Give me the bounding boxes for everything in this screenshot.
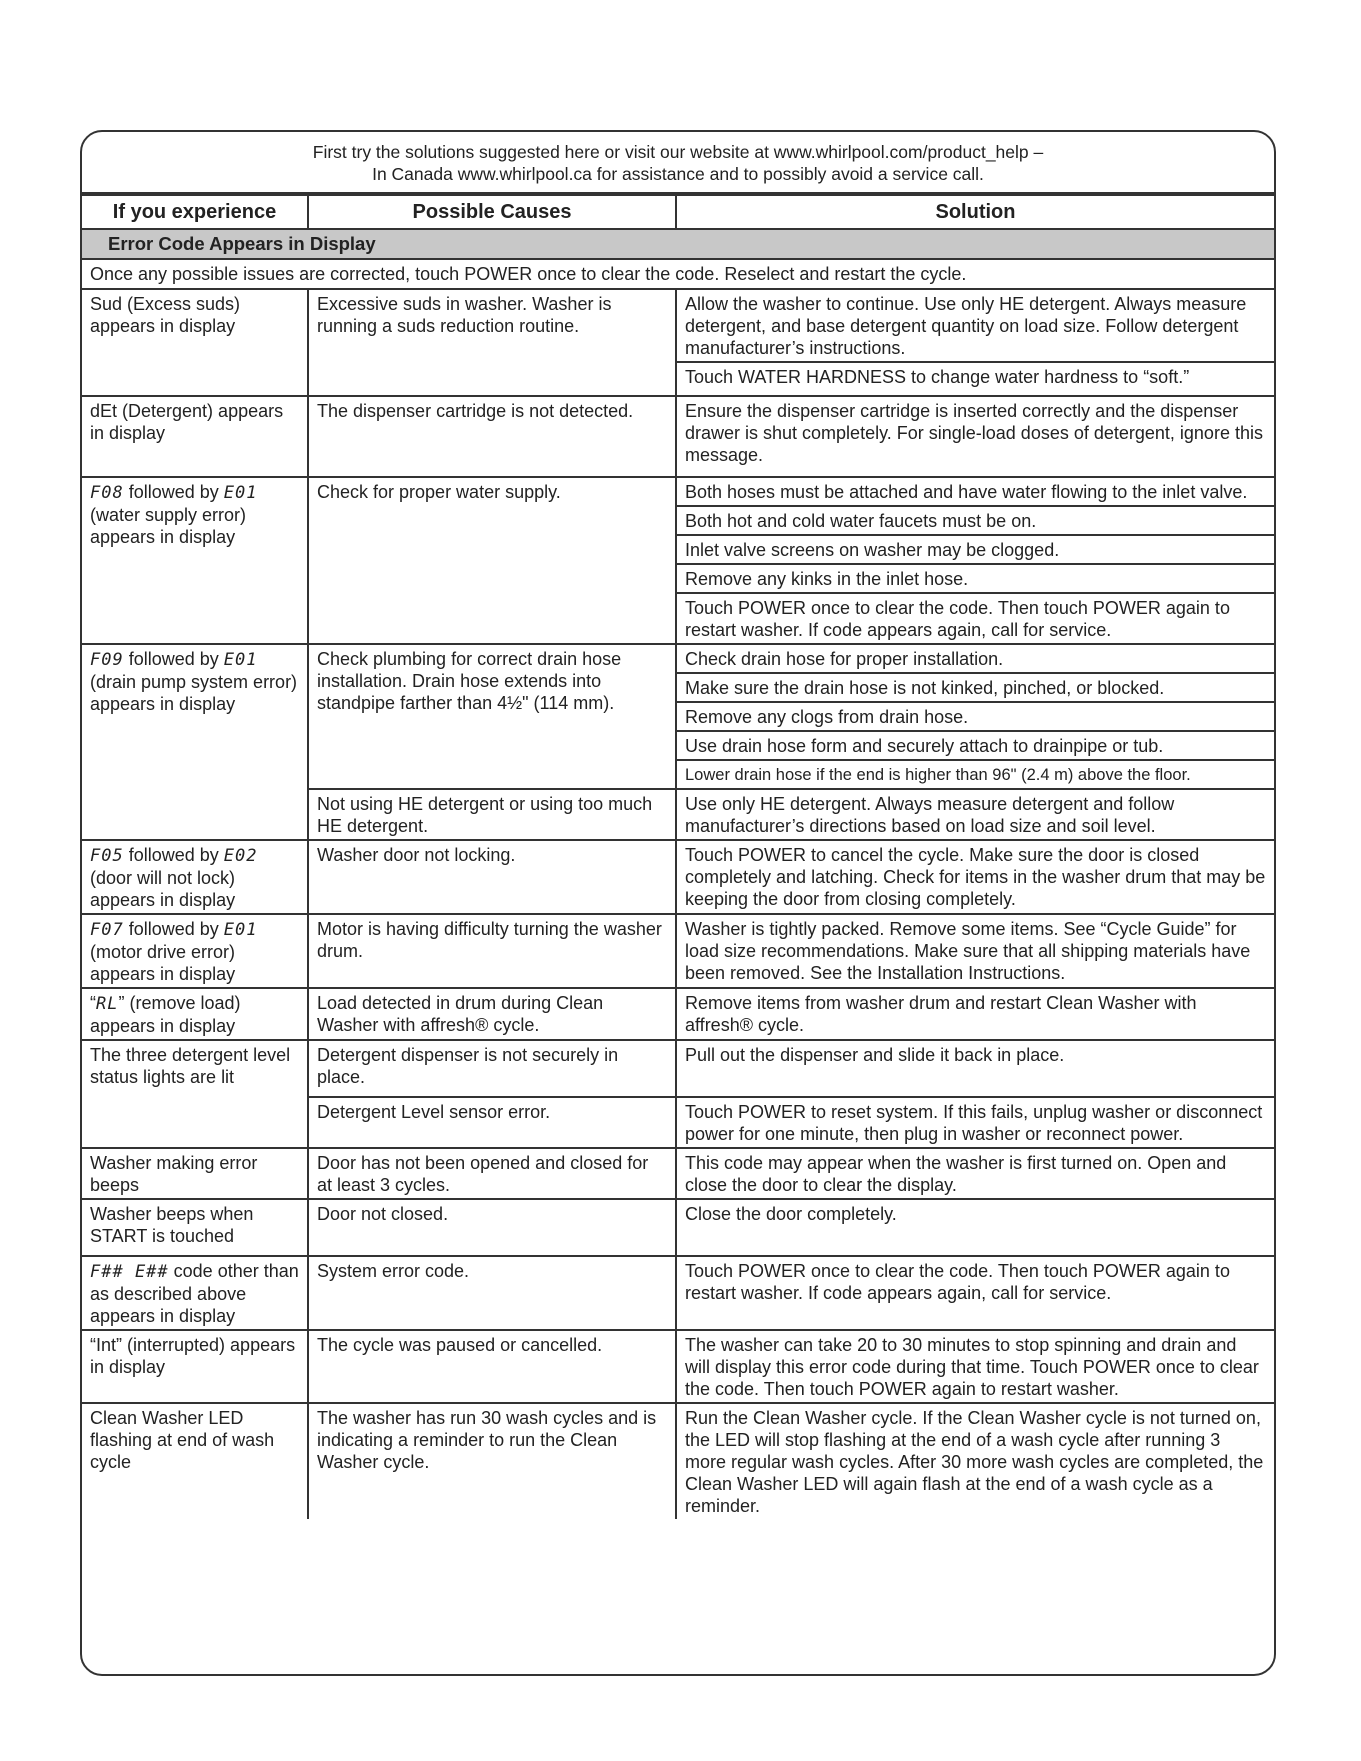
symptom-text: (door will not lock) appears in display [90,868,236,910]
symptom-text: ” (remove load) appears in display [90,993,241,1036]
symptom-cell [82,477,308,644]
solution-cell: Run the Clean Washer cycle. If the Clean Washer cycle is not turned on, the LED will stop flashing at the end of a wash cycle after running 3 more regular wash cycles. After 30 more wash cycles are completed, the Clean Washer LED will again flash at the end of a wash cycle as a reminder. [676,1403,1274,1519]
symptom-cell: Washer beeps when START is touched [82,1199,308,1256]
error-code: RL [96,994,119,1014]
solution-cell: Check drain hose for proper installation. [676,644,1274,673]
cause-cell: Load detected in drum during Clean Washer with affresh® cycle. [308,988,676,1040]
header-if-you-experience: If you experience [82,195,308,229]
solution-cell: Allow the washer to continue. Use only HE detergent. Always measure detergent, and base detergent quantity on load size. Follow detergent manufacturer’s instructions. [676,289,1274,362]
table-row [82,1330,1274,1403]
table-row [82,1040,1274,1097]
error-code: E02 [223,846,258,866]
symptom-cell: Sud (Excess suds) appears in display [82,289,308,396]
solution-cell: Pull out the dispenser and slide it back in place. [676,1040,1274,1097]
followed-by-text: followed by [123,482,224,502]
solution-cell: Both hot and cold water faucets must be on. [676,506,1274,535]
cause-cell: Check for proper water supply. [308,477,676,644]
solution-cell: This code may appear when the washer is first turned on. Open and close the door to clear the display. [676,1148,1274,1199]
table-row [82,289,1274,362]
followed-by-text: followed by [123,845,224,865]
solution-cell: Use only HE detergent. Always measure detergent and follow manufacturer’s directions based on load size and soil level. [676,789,1274,840]
cause-cell: The dispenser cartridge is not detected. [308,396,676,477]
error-code: F09 [90,650,124,670]
intro-line-1: First try the solutions suggested here or visit our website at www.whirlpool.com/product_help – [312,142,1044,162]
error-code: F07 [90,920,124,940]
cause-cell: System error code. [308,1256,676,1330]
symptom-text: (motor drive error) appears in display [90,942,236,984]
section-note: Once any possible issues are corrected, touch POWER once to clear the code. Reselect and restart the cycle. [82,259,1274,289]
table-row [82,396,1274,477]
solution-cell: Washer is tightly packed. Remove some items. See “Cycle Guide” for load size recommendations. Make sure that all shipping materials have been removed. See the Installation Instructions. [676,914,1274,988]
header-possible-causes: Possible Causes [308,195,676,229]
solution-cell: Remove any clogs from drain hose. [676,702,1274,731]
solution-cell: Touch POWER once to clear the code. Then touch POWER again to restart washer. If code appears again, call for service. [676,1256,1274,1330]
symptom-cell [82,914,308,988]
troubleshooting-table-frame [80,130,1276,1676]
symptom-cell [82,988,308,1040]
solution-cell: Make sure the drain hose is not kinked, pinched, or blocked. [676,673,1274,702]
solution-cell: Touch POWER to cancel the cycle. Make sure the door is closed completely and latching. Check for items in the washer drum that may be keeping the door from closing completely. [676,840,1274,914]
cause-cell: The cycle was paused or cancelled. [308,1330,676,1403]
symptom-text: (drain pump system error) appears in display [90,672,298,714]
solution-cell: The washer can take 20 to 30 minutes to stop spinning and drain and will display this error code during that time. Touch POWER once to clear the code. Then touch POWER again to restart washer. [676,1330,1274,1403]
solution-cell: Close the door completely. [676,1199,1274,1256]
followed-by-text: followed by [123,919,224,939]
symptom-cell: Washer making error beeps [82,1148,308,1199]
error-code: E01 [223,483,258,503]
error-code: F05 [90,846,124,866]
cause-cell: Detergent dispenser is not securely in place. [308,1040,676,1097]
cause-cell: Motor is having difficulty turning the washer drum. [308,914,676,988]
table-row [82,1148,1274,1199]
solution-cell: Touch POWER to reset system. If this fails, unplug washer or disconnect power for one minute, then plug in washer or reconnect power. [676,1097,1274,1148]
solution-cell: Inlet valve screens on washer may be clogged. [676,535,1274,564]
cause-cell: Door has not been opened and closed for at least 3 cycles. [308,1148,676,1199]
cause-cell: Excessive suds in washer. Washer is running a suds reduction routine. [308,289,676,396]
symptom-cell: dEt (Detergent) appears in display [82,396,308,477]
cause-cell: Door not closed. [308,1199,676,1256]
solution-cell: Use drain hose form and securely attach to drainpipe or tub. [676,731,1274,760]
solution-cell: Ensure the dispenser cartridge is inserted correctly and the dispenser drawer is shut completely. For single-load doses of detergent, ignore this message. [676,396,1274,477]
section-note-row [82,259,1274,289]
intro-line-2: In Canada www.whirlpool.ca for assistance and to possibly avoid a service call. [372,164,984,184]
error-code: F## E## [90,1262,169,1282]
section-band-row [82,229,1274,259]
error-code: E01 [223,650,258,670]
cause-cell: Washer door not locking. [308,840,676,914]
troubleshooting-table [82,194,1274,1519]
symptom-cell: The three detergent level status lights are lit [82,1040,308,1148]
table-row [82,988,1274,1040]
table-row [82,477,1274,506]
solution-cell: Lower drain hose if the end is higher than 96" (2.4 m) above the floor. [676,760,1274,789]
cause-cell: The washer has run 30 wash cycles and is indicating a reminder to run the Clean Washer cycle. [308,1403,676,1519]
cause-cell: Not using HE detergent or using too much HE detergent. [308,789,676,840]
table-row [82,840,1274,914]
table-row [82,1199,1274,1256]
symptom-cell [82,840,308,914]
table-row [82,644,1274,673]
symptom-cell [82,644,308,840]
symptom-cell: “Int” (interrupted) appears in display [82,1330,308,1403]
followed-by-text: followed by [123,649,224,669]
solution-cell: Both hoses must be attached and have water flowing to the inlet valve. [676,477,1274,506]
intro-text [82,132,1274,194]
cause-cell: Check plumbing for correct drain hose installation. Drain hose extends into standpipe farther than 4½" (114 mm). [308,644,676,789]
symptom-cell [82,1256,308,1330]
error-code: F08 [90,483,124,503]
error-code: E01 [223,920,258,940]
open-quote: “ [90,993,96,1013]
symptom-text: (water supply error) appears in display [90,505,247,547]
table-row [82,1403,1274,1519]
table-row [82,914,1274,988]
table-row [82,1256,1274,1330]
symptom-cell: Clean Washer LED flashing at end of wash cycle [82,1403,308,1519]
solution-cell: Remove items from washer drum and restart Clean Washer with affresh® cycle. [676,988,1274,1040]
solution-cell: Remove any kinks in the inlet hose. [676,564,1274,593]
solution-cell: Touch WATER HARDNESS to change water hardness to “soft.” [676,362,1274,396]
solution-cell: Touch POWER once to clear the code. Then touch POWER again to restart washer. If code appears again, call for service. [676,593,1274,644]
section-title: Error Code Appears in Display [82,229,1274,259]
symptom-text: code other than as described above appears in display [90,1261,299,1326]
header-solution: Solution [676,195,1274,229]
cause-cell: Detergent Level sensor error. [308,1097,676,1148]
header-row [82,195,1274,229]
